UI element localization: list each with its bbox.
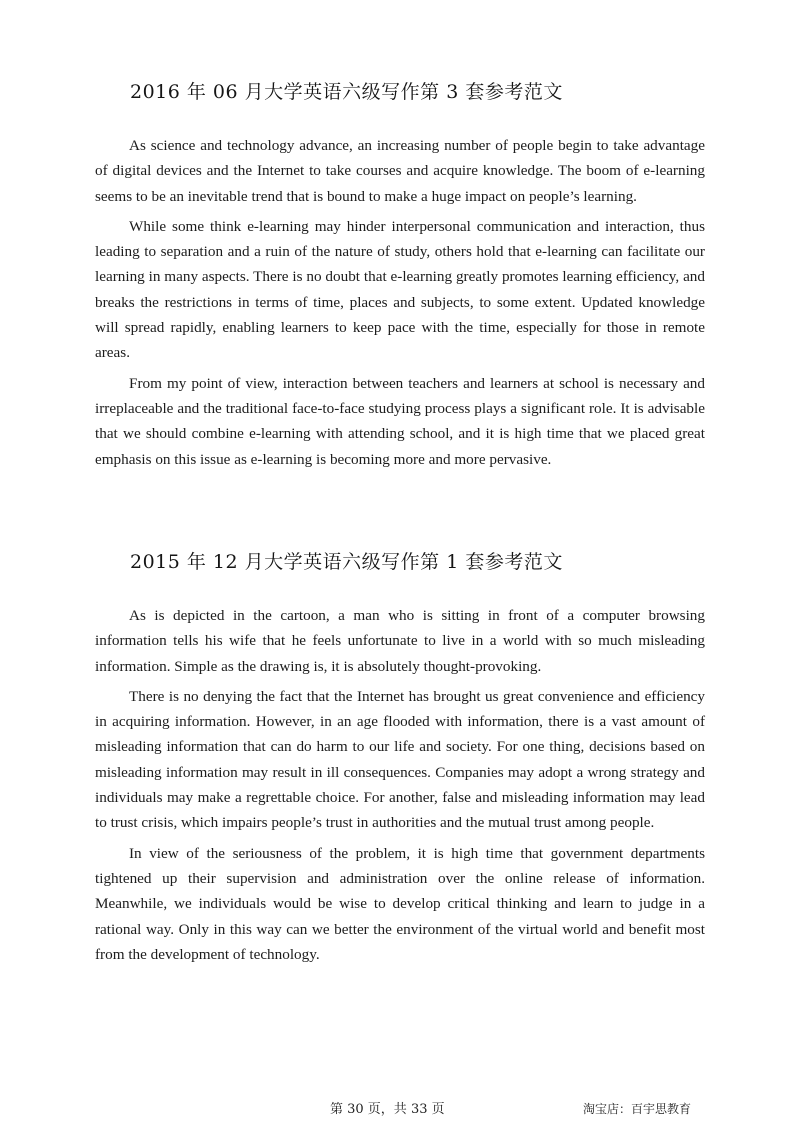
page-footer <box>0 1098 800 1120</box>
section-title: 2016 年 06 月大学英语六级写作第 3 套参考范文 <box>130 81 563 103</box>
section-title: 2015 年 12 月大学英语六级写作第 1 套参考范文 <box>130 551 563 573</box>
essay-paragraph: There is no denying the fact that the Internet has brought us great convenience and efficiency in acquiring information. However, in an age flooded with information, there is a vast amount of misleading information that can do harm to our life and society. For one thing, decisions based on misleading information may result in ill consequences. Companies may adopt a wrong strategy and individuals may make a regrettable choice. For another, false and misleading information may lead to trust crisis, which impairs people’s trust in authorities and the mutual trust among people. <box>95 687 705 832</box>
essay-paragraph: In view of the seriousness of the problem, it is high time that government departments tightened up their supervision and administration over the online release of information. Meanwhile, we individuals would be wise to develop critical thinking and learn to judge in a rational way. Only in this way can we better the environment of the virtual world and benefit most from the development of technology. <box>95 844 705 963</box>
page-number: 第 30 页，共 33 页 <box>330 1102 445 1117</box>
essay-paragraph: While some think e-learning may hinder interpersonal communication and interaction, thus leading to separation and a ruin of the nature of study, others hold that e-learning can facilitate our learning in many aspects. There is no doubt that e-learning greatly promotes learning efficiency, and breaks the restrictions in terms of time, places and subjects, to some extent. Updated knowledge will spread rapidly, enabling learners to keep pace with the time, especially for those in remote areas. <box>95 217 705 362</box>
essay-section-2016-06-set-3 <box>95 78 705 477</box>
essay-paragraph: From my point of view, interaction between teachers and learners at school is necessary and irreplaceable and the traditional face-to-face studying process plays a significant role. It is advisable that we should combine e-learning with attending school, and it is high time that we placed great emphasis on this issue as e-learning is becoming more and more pervasive. <box>95 374 705 468</box>
essay-section-2015-12-set-1 <box>95 548 705 972</box>
shop-name: 淘宝店：百宇思教育 <box>583 1102 692 1116</box>
essay-paragraph: As is depicted in the cartoon, a man who is sitting in front of a computer browsing information tells his wife that he feels unfortunate to live in a world with so much misleading information. Simple as the drawing is, it is absolutely thought-provoking. <box>95 607 705 675</box>
essay-paragraph: As science and technology advance, an increasing number of people begin to take advantage of digital devices and the Internet to take courses and acquire knowledge. The boom of e-learning seems to be an inevitable trend that is bound to make a huge impact on people’s learning. <box>95 137 705 205</box>
